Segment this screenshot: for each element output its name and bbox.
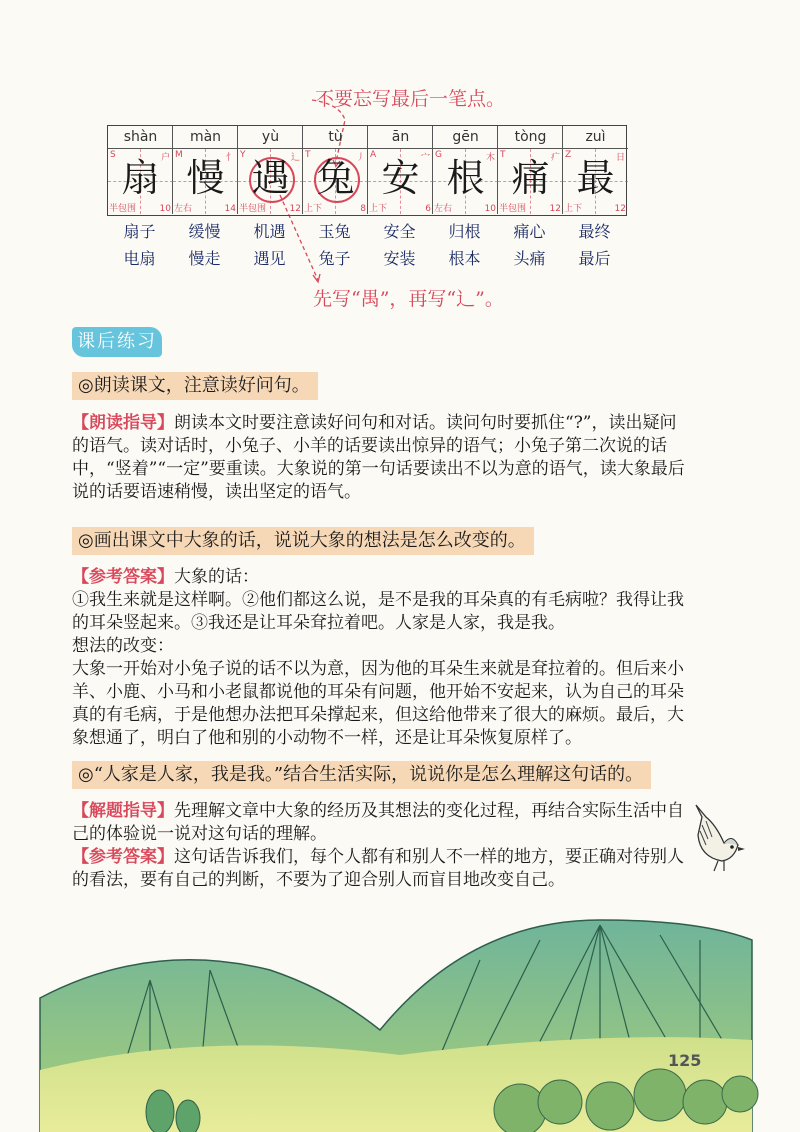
char-radical: 户 [160,153,170,163]
char-cell [303,126,368,214]
char-structure: 左右 [434,204,453,214]
annotation-bottom: 先写“禺”，再写“辶”。 [313,288,504,310]
answer-3-text: 这句话告诉我们，每个人都有和别人不一样的地方，要正确对待别人的看法，要有自己的判断，不要为了迎合别人而盲目地改变自己。 [72,847,684,890]
char-grid [173,149,238,214]
char-strokes: 10 [159,204,171,214]
answer-3-guide-text: 先理解文章中大象的经历及其想法的变化过程，再结合实际生活中自己的体验说一说对这句话的理解。 [72,801,684,844]
answer-2-label: 【参考答案】 [72,567,174,587]
char-cell [173,126,238,214]
char-initial: T [500,150,506,160]
char-grid [303,149,368,214]
char-structure: 半包围 [239,204,267,214]
answer-2 [72,566,687,750]
char-hanzi: 根 [446,156,485,200]
char-structure: 上下 [304,204,323,214]
annotation-top: 不要忘写最后一笔点。 [315,88,506,110]
char-radical: 日 [615,153,625,163]
landscape-illustration [0,880,800,1132]
char-grid [563,149,628,214]
char-pinyin: gēn [433,126,498,149]
char-pinyin: ān [368,126,433,149]
word-item: 慢走 [188,249,221,268]
char-strokes: 14 [224,204,236,214]
word-item: 最后 [578,249,611,268]
character-table [107,125,627,216]
words-row-1 [107,219,627,243]
char-pinyin: màn [173,126,238,149]
char-structure: 半包围 [109,204,137,214]
char-radical: 木 [485,153,495,163]
reading-guide-text: 朗读本文时要注意读好问句和对话。读问句时要抓住“?”，读出疑问的语气。读对话时，小兔子、小羊的话要读出惊异的语气；小兔子第二次说的话中，“竖着”“一定”要重读。大象说的第一句话要读出不以为意的语气，读大象最后说的话要语速稍慢，读出坚定的语气。 [72,413,685,502]
answer-2-quotes: ①我生来就是这样啊。②他们都这么说，是不是我的耳朵真的有毛病啦？我得让我的耳朵竖起来。③我还是让耳朵耷拉着吧。人家是人家，我是我。 [72,590,684,633]
char-pinyin: tòng [498,126,563,149]
answer-3-label: 【参考答案】 [72,847,174,867]
char-grid [433,149,498,214]
words-row-2 [107,246,627,270]
char-structure: 上下 [564,204,583,214]
char-grid [368,149,433,214]
char-initial: M [175,150,183,160]
word-item: 安装 [383,249,416,268]
char-hanzi: 最 [576,156,615,200]
char-structure: 左右 [174,204,193,214]
char-radical: 疒 [550,153,560,163]
word-item: 根本 [448,249,481,268]
char-strokes: 12 [614,204,626,214]
reading-guide [72,412,687,504]
char-initial: T [305,150,311,160]
char-cell [368,126,433,214]
char-radical: 辶 [290,153,300,163]
word-item: 机遇 [253,222,286,241]
question-1: ◎朗读课文，注意读好问句。 [72,372,318,400]
char-radical: 宀 [420,153,430,163]
answer-2-change-text: 大象一开始对小兔子说的话不以为意，因为他的耳朵生来就是耷拉着的。但后来小羊、小鹿、小马和小老鼠都说他的耳朵有问题，他开始不安起来，认为自己的耳朵真的有毛病，于是他想办法把耳朵撑起来，但这给他带来了很大的麻烦。最后，大象想通了，明白了他和别的小动物不一样，还是让耳朵恢复原样了。 [72,659,684,748]
char-initial: Z [565,150,572,160]
char-cell [433,126,498,214]
char-strokes: 8 [360,204,366,214]
reading-guide-label: 【朗读指导】 [72,413,174,433]
section-label: 课后练习 [72,327,162,357]
char-cell [563,126,628,214]
word-item: 归根 [448,222,481,241]
char-cell [108,126,173,214]
char-hanzi: 遇 [251,156,290,200]
char-grid [238,149,303,214]
question-3: ◎“人家是人家，我是我。”结合生活实际，说说你是怎么理解这句话的。 [72,761,651,789]
char-hanzi: 扇 [121,156,160,200]
char-structure: 上下 [369,204,388,214]
char-initial: A [370,150,377,160]
char-strokes: 12 [549,204,561,214]
word-item: 扇子 [123,222,156,241]
char-structure: 半包围 [499,204,527,214]
char-grid [498,149,563,214]
char-initial: S [110,150,116,160]
word-item: 电扇 [123,249,156,268]
char-hanzi: 慢 [186,156,225,200]
answer-3 [72,800,687,892]
question-2: ◎画出课文中大象的话，说说大象的想法是怎么改变的。 [72,527,534,555]
char-strokes: 6 [425,204,431,214]
char-initial: G [435,150,442,160]
char-hanzi: 痛 [511,156,550,200]
char-cell [498,126,563,214]
answer-2-change-title: 想法的改变： [72,636,174,656]
char-grid [108,149,173,214]
char-initial: Y [240,150,246,160]
word-item: 安全 [383,222,416,241]
char-hanzi: 安 [381,156,420,200]
word-item: 缓慢 [188,222,221,241]
word-item: 兔子 [318,249,351,268]
char-pinyin: tù [303,126,368,149]
char-hanzi: 兔 [316,156,355,200]
bird-illustration [688,795,748,875]
word-item: 遇见 [253,249,286,268]
char-pinyin: yù [238,126,303,149]
page-number: 125 [668,1051,702,1070]
char-radical: 忄 [225,153,235,163]
word-item: 头痛 [513,249,546,268]
char-strokes: 10 [484,204,496,214]
char-strokes: 12 [289,204,301,214]
char-cell [238,126,303,214]
char-radical: 丿 [355,153,365,163]
word-item: 玉兔 [318,222,351,241]
word-item: 痛心 [513,222,546,241]
answer-3-guide-label: 【解题指导】 [72,801,174,821]
answer-2-intro: 大象的话： [174,567,259,587]
word-item: 最终 [578,222,611,241]
char-pinyin: zuì [563,126,628,149]
char-pinyin: shàn [108,126,173,149]
